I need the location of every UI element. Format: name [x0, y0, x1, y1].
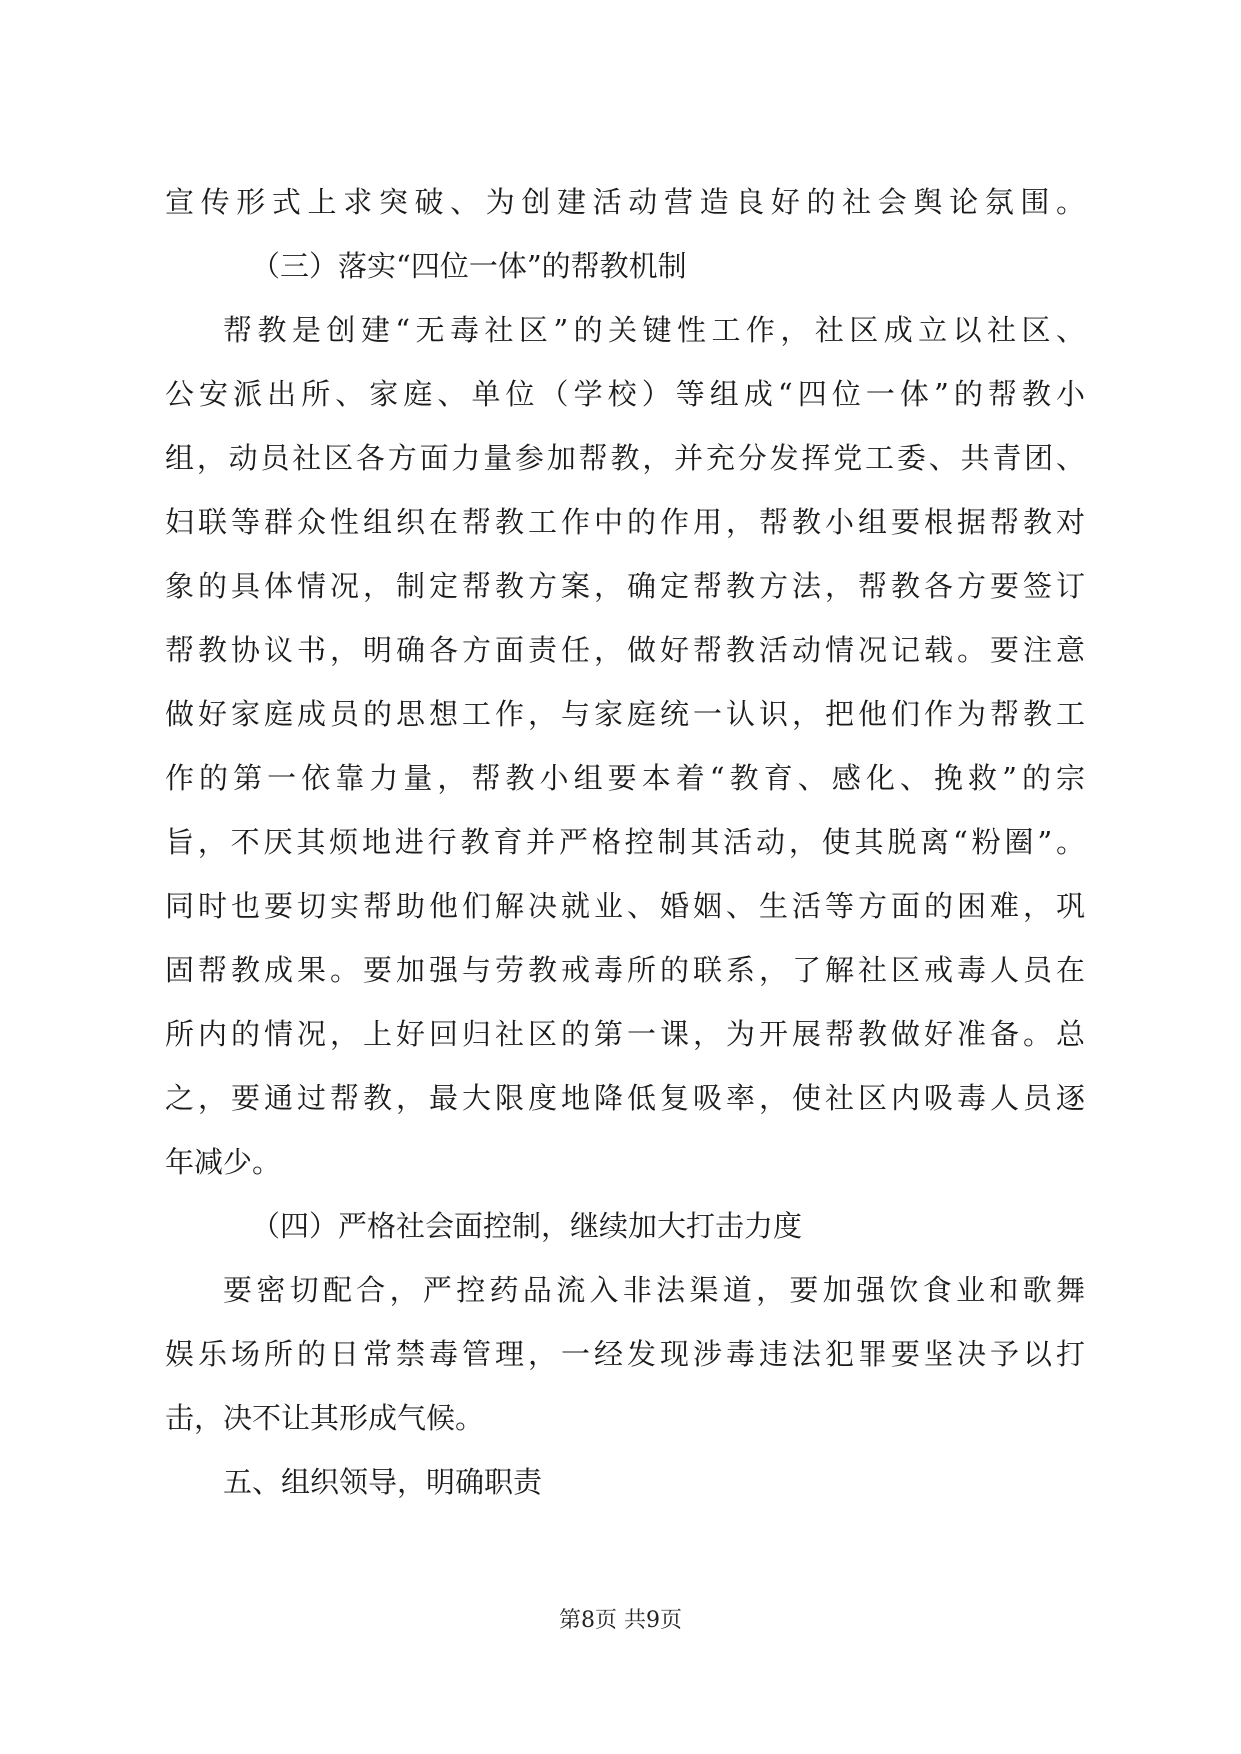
text-line: 作的第一依靠力量，帮教小组要本着“教育、感化、挽救”的宗 — [165, 761, 1085, 795]
section-heading-4: （四）严格社会面控制，继续加大打击力度 — [251, 1209, 803, 1243]
text-line: 做好家庭成员的思想工作，与家庭统一认识，把他们作为帮教工 — [165, 697, 1085, 731]
text-line: 宣传形式上求突破、为创建活动营造良好的社会舆论氛围。 — [165, 185, 1085, 219]
section-heading-5: 五、组织领导，明确职责 — [223, 1465, 543, 1499]
text-line: 象的具体情况，制定帮教方案，确定帮教方法，帮教各方要签订 — [165, 569, 1085, 603]
text-line: 组，动员社区各方面力量参加帮教，并充分发挥党工委、共青团、 — [165, 441, 1085, 475]
text-line: 公安派出所、家庭、单位（学校）等组成“四位一体”的帮教小 — [165, 377, 1085, 411]
text-line: 妇联等群众性组织在帮教工作中的作用，帮教小组要根据帮教对 — [165, 505, 1085, 539]
text-line: 旨，不厌其烦地进行教育并严格控制其活动，使其脱离“粉圈”。 — [165, 825, 1085, 859]
text-line: 年减少。 — [165, 1145, 282, 1179]
text-line: 帮教是创建“无毒社区”的关键性工作，社区成立以社区、 — [223, 313, 1085, 347]
text-line: 要密切配合，严控药品流入非法渠道，要加强饮食业和歌舞 — [223, 1273, 1085, 1307]
text-line: 击，决不让其形成气候。 — [165, 1401, 485, 1435]
section-heading-3: （三）落实“四位一体”的帮教机制 — [251, 249, 687, 283]
text-line: 之，要通过帮教，最大限度地降低复吸率，使社区内吸毒人员逐 — [165, 1081, 1085, 1115]
text-line: 固帮教成果。要加强与劳教戒毒所的联系，了解社区戒毒人员在 — [165, 953, 1085, 987]
text-line: 同时也要切实帮助他们解决就业、婚姻、生活等方面的困难，巩 — [165, 889, 1085, 923]
body-text — [165, 170, 1085, 1514]
text-line: 娱乐场所的日常禁毒管理，一经发现涉毒违法犯罪要坚决予以打 — [165, 1337, 1085, 1371]
text-line: 所内的情况，上好回归社区的第一课，为开展帮教做好准备。总 — [165, 1017, 1085, 1051]
text-line: 帮教协议书，明确各方面责任，做好帮教活动情况记载。要注意 — [165, 633, 1085, 667]
page-number: 第8页 共9页 — [559, 1608, 682, 1633]
